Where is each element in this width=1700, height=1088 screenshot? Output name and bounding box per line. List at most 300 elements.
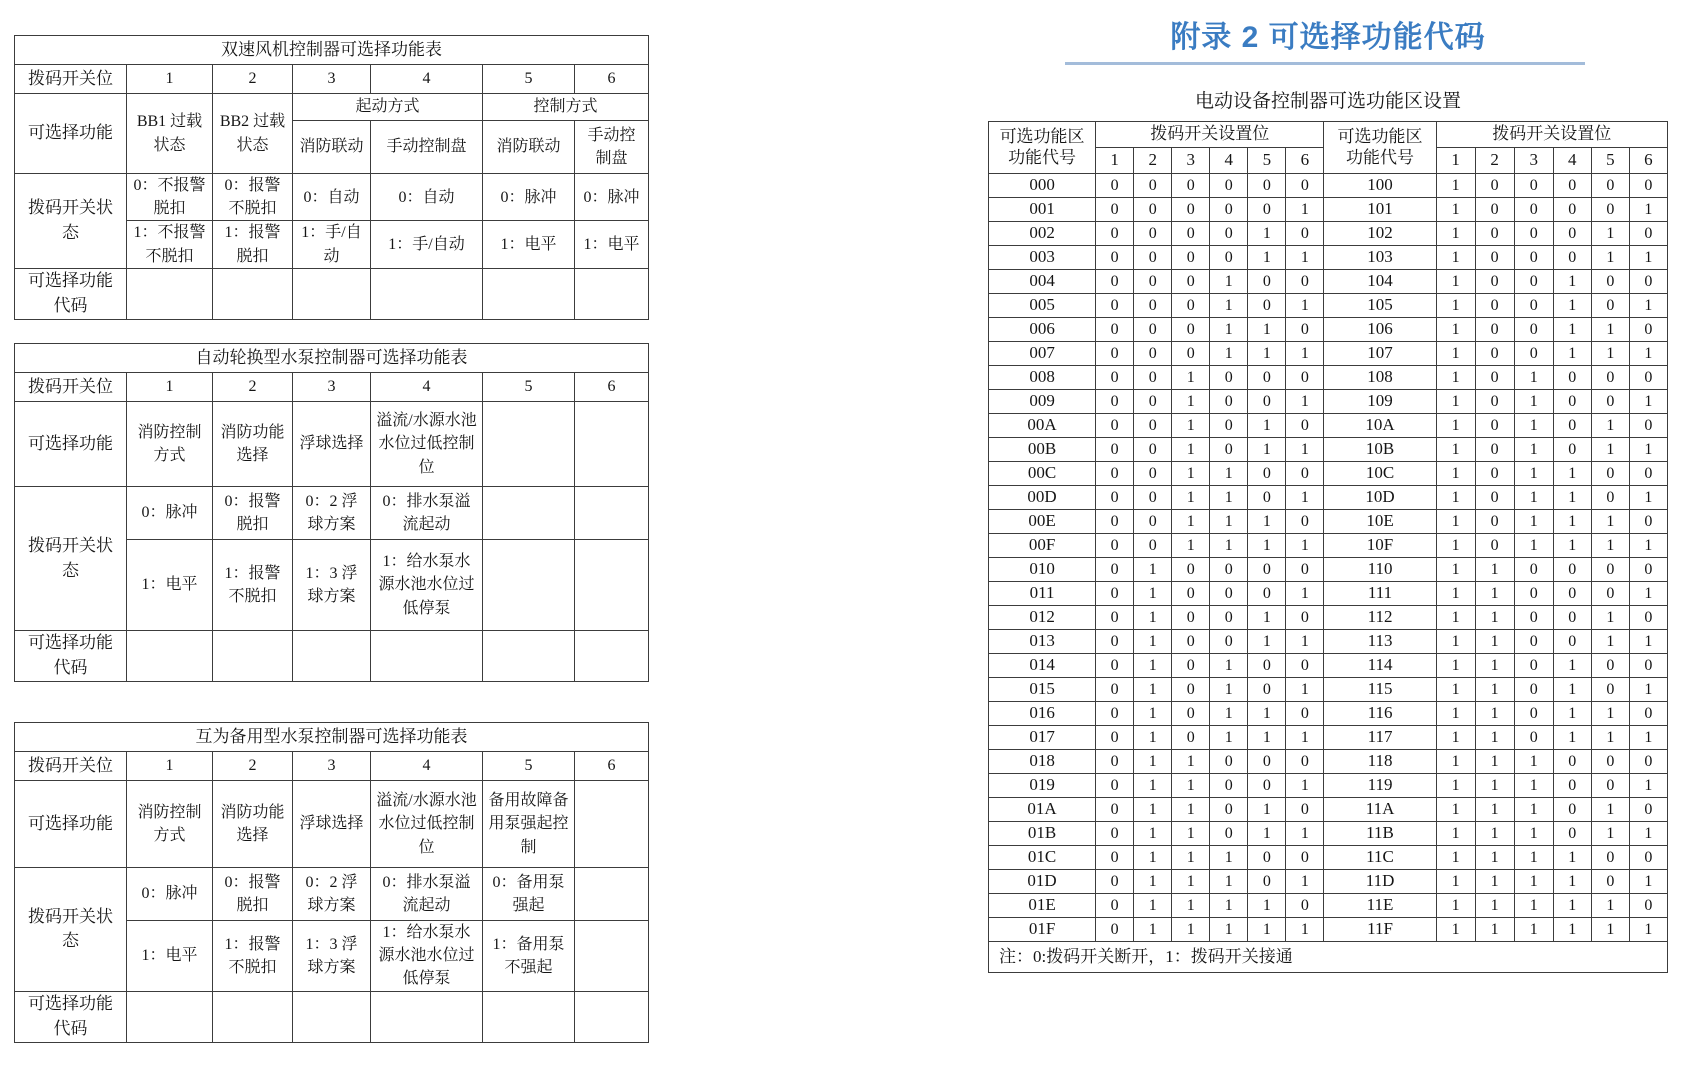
state-cell: 0：备用泵强起	[483, 868, 575, 921]
function-cell: BB2 过载状态	[213, 94, 293, 174]
bit-cell: 0	[1629, 366, 1667, 390]
function-code-cell: 015	[989, 678, 1096, 702]
bit-cell: 0	[1475, 198, 1514, 222]
state-cell: 1：电平	[575, 221, 649, 268]
bit-cell: 1	[1436, 870, 1475, 894]
bit-cell: 1	[1629, 294, 1667, 318]
bit-cell: 0	[1248, 678, 1286, 702]
function-code-cell: 10D	[1324, 486, 1436, 510]
bit-cell: 0	[1591, 870, 1629, 894]
function-code-label: 可选择功能代码	[15, 991, 127, 1042]
code-table-row	[989, 654, 1668, 678]
state-cell: 0：报警脱扣	[213, 487, 293, 540]
bit-cell: 0	[1096, 702, 1134, 726]
bit-cell: 0	[1514, 702, 1553, 726]
bit-cell: 0	[1210, 390, 1248, 414]
bit-cell: 1	[1134, 582, 1172, 606]
empty-code-cell	[213, 631, 293, 682]
bit-cell: 1	[1591, 918, 1629, 942]
bit-cell: 0	[1248, 870, 1286, 894]
bit-cell: 1	[1172, 846, 1210, 870]
bit-cell: 0	[1172, 558, 1210, 582]
empty-code-cell	[213, 268, 293, 319]
function-cell	[575, 781, 649, 868]
selectable-function-label: 可选择功能	[15, 781, 127, 868]
state-cell: 1：给水泵水源水池水位过低停泵	[371, 921, 483, 992]
function-code-cell: 01E	[989, 894, 1096, 918]
bit-cell: 0	[1553, 774, 1591, 798]
bit-cell: 1	[1172, 510, 1210, 534]
bit-cell: 1	[1591, 822, 1629, 846]
bit-cell: 1	[1210, 702, 1248, 726]
empty-code-cell	[127, 268, 213, 319]
bit-cell: 0	[1096, 510, 1134, 534]
bit-cell: 0	[1553, 630, 1591, 654]
selectable-function-label: 可选择功能	[15, 94, 127, 174]
bit-cell: 0	[1514, 582, 1553, 606]
bit-cell: 0	[1096, 174, 1134, 198]
bit-cell: 1	[1591, 726, 1629, 750]
bit-cell: 0	[1514, 174, 1553, 198]
bit-cell: 1	[1436, 822, 1475, 846]
code-table-row	[989, 174, 1668, 198]
bit-position-header: 1	[1436, 148, 1475, 174]
bit-cell: 0	[1096, 558, 1134, 582]
function-code-cell: 113	[1324, 630, 1436, 654]
bit-cell: 1	[1134, 798, 1172, 822]
bit-cell: 1	[1553, 486, 1591, 510]
bit-cell: 1	[1286, 774, 1324, 798]
bit-cell: 1	[1210, 918, 1248, 942]
function-code-cell: 004	[989, 270, 1096, 294]
bit-cell: 0	[1514, 630, 1553, 654]
bit-cell: 0	[1096, 726, 1134, 750]
bit-cell: 1	[1248, 702, 1286, 726]
bit-cell: 1	[1436, 558, 1475, 582]
function-code-label: 可选择功能代码	[15, 631, 127, 682]
bit-cell: 1	[1248, 414, 1286, 438]
bit-cell: 1	[1286, 678, 1324, 702]
code-table-row	[989, 558, 1668, 582]
function-sub-cell: 消防联动	[293, 121, 371, 174]
function-cell: 溢流/水源水池水位过低控制位	[371, 402, 483, 487]
bit-cell: 1	[1248, 342, 1286, 366]
state-cell: 0：脉冲	[127, 868, 213, 921]
bit-cell: 1	[1553, 294, 1591, 318]
function-code-cell: 10F	[1324, 534, 1436, 558]
bit-cell: 0	[1248, 366, 1286, 390]
bit-cell: 0	[1210, 582, 1248, 606]
function-code-cell: 011	[989, 582, 1096, 606]
bit-cell: 1	[1629, 822, 1667, 846]
bit-cell: 0	[1210, 774, 1248, 798]
bit-cell: 1	[1210, 342, 1248, 366]
bit-cell: 1	[1286, 198, 1324, 222]
function-cell: 浮球选择	[293, 402, 371, 487]
state-cell: 0：脉冲	[127, 487, 213, 540]
bit-cell: 1	[1134, 918, 1172, 942]
bit-cell: 1	[1436, 342, 1475, 366]
function-code-cell: 116	[1324, 702, 1436, 726]
bit-cell: 1	[1436, 486, 1475, 510]
bit-cell: 0	[1096, 486, 1134, 510]
bit-cell: 0	[1629, 558, 1667, 582]
bit-cell: 1	[1629, 534, 1667, 558]
bit-cell: 1	[1629, 678, 1667, 702]
bit-cell: 0	[1591, 294, 1629, 318]
empty-code-cell	[575, 268, 649, 319]
bit-cell: 0	[1210, 366, 1248, 390]
bit-cell: 0	[1172, 630, 1210, 654]
bit-cell: 1	[1514, 438, 1553, 462]
function-cell: BB1 过载状态	[127, 94, 213, 174]
bit-cell: 0	[1475, 294, 1514, 318]
table-title: 互为备用型水泵控制器可选择功能表	[15, 723, 649, 752]
function-code-cell: 012	[989, 606, 1096, 630]
bit-cell: 0	[1248, 582, 1286, 606]
function-sub-cell: 消防联动	[483, 121, 575, 174]
bit-cell: 1	[1436, 414, 1475, 438]
state-cell: 0：排水泵溢流起动	[371, 487, 483, 540]
bit-cell: 1	[1514, 534, 1553, 558]
state-cell	[575, 540, 649, 631]
bit-cell: 1	[1475, 678, 1514, 702]
bit-cell: 0	[1172, 294, 1210, 318]
bit-cell: 1	[1436, 174, 1475, 198]
state-cell: 1：报警脱扣	[213, 221, 293, 268]
bit-cell: 0	[1096, 582, 1134, 606]
function-sub-cell: 手动控制盘	[575, 121, 649, 174]
bit-position: 2	[213, 373, 293, 402]
bit-cell: 0	[1591, 582, 1629, 606]
state-cell: 0：脉冲	[483, 174, 575, 221]
bit-cell: 0	[1096, 438, 1134, 462]
bit-cell: 0	[1553, 414, 1591, 438]
bit-cell: 0	[1210, 222, 1248, 246]
bit-cell: 1	[1172, 486, 1210, 510]
function-code-cell: 019	[989, 774, 1096, 798]
bit-cell: 1	[1172, 414, 1210, 438]
bit-cell: 1	[1436, 438, 1475, 462]
bit-cell: 0	[1248, 198, 1286, 222]
dip-switch-setting-header: 拨码开关设置位	[1436, 122, 1667, 148]
bit-cell: 1	[1436, 654, 1475, 678]
bit-cell: 1	[1436, 198, 1475, 222]
bit-cell: 0	[1475, 534, 1514, 558]
bit-cell: 1	[1286, 246, 1324, 270]
state-cell: 0：自动	[293, 174, 371, 221]
bit-cell: 0	[1172, 270, 1210, 294]
bit-cell: 0	[1286, 366, 1324, 390]
bit-cell: 1	[1591, 510, 1629, 534]
bit-cell: 1	[1210, 462, 1248, 486]
bit-cell: 1	[1591, 630, 1629, 654]
bit-position: 6	[575, 373, 649, 402]
bit-position: 2	[213, 752, 293, 781]
function-code-cell: 00C	[989, 462, 1096, 486]
bit-cell: 0	[1475, 318, 1514, 342]
empty-code-cell	[575, 991, 649, 1042]
bit-cell: 1	[1475, 798, 1514, 822]
bit-cell: 0	[1475, 246, 1514, 270]
bit-cell: 0	[1286, 798, 1324, 822]
bit-position: 1	[127, 752, 213, 781]
function-code-cell: 014	[989, 654, 1096, 678]
bit-cell: 0	[1591, 678, 1629, 702]
function-cell	[575, 402, 649, 487]
function-code-cell: 018	[989, 750, 1096, 774]
bit-cell: 0	[1286, 702, 1324, 726]
code-table-row	[989, 798, 1668, 822]
bit-cell: 0	[1096, 222, 1134, 246]
bit-cell: 0	[1591, 198, 1629, 222]
function-code-cell: 103	[1324, 246, 1436, 270]
dip-switch-position-label: 拨码开关位	[15, 752, 127, 781]
bit-cell: 1	[1286, 486, 1324, 510]
function-code-cell: 104	[1324, 270, 1436, 294]
function-code-cell: 11F	[1324, 918, 1436, 942]
empty-code-cell	[293, 268, 371, 319]
function-code-cell: 017	[989, 726, 1096, 750]
bit-cell: 0	[1629, 798, 1667, 822]
bit-cell: 0	[1475, 222, 1514, 246]
auto-rotation-pump-table	[14, 343, 649, 682]
bit-cell: 1	[1134, 822, 1172, 846]
bit-cell: 1	[1514, 870, 1553, 894]
bit-cell: 0	[1514, 342, 1553, 366]
function-code-cell: 114	[1324, 654, 1436, 678]
function-code-cell: 006	[989, 318, 1096, 342]
bit-position: 5	[483, 752, 575, 781]
bit-cell: 1	[1475, 630, 1514, 654]
bit-cell: 0	[1248, 774, 1286, 798]
bit-cell: 1	[1286, 438, 1324, 462]
bit-cell: 1	[1591, 318, 1629, 342]
empty-code-cell	[575, 631, 649, 682]
function-code-cell: 00A	[989, 414, 1096, 438]
bit-cell: 1	[1286, 342, 1324, 366]
bit-cell: 1	[1629, 870, 1667, 894]
code-table-row	[989, 606, 1668, 630]
bit-cell: 0	[1591, 654, 1629, 678]
bit-cell: 1	[1436, 846, 1475, 870]
code-table-row	[989, 222, 1668, 246]
bit-cell: 0	[1553, 822, 1591, 846]
bit-cell: 1	[1591, 534, 1629, 558]
bit-cell: 0	[1286, 606, 1324, 630]
bit-cell: 1	[1591, 222, 1629, 246]
bit-cell: 0	[1514, 654, 1553, 678]
bit-cell: 0	[1514, 294, 1553, 318]
bit-cell: 1	[1475, 606, 1514, 630]
bit-position-header: 4	[1210, 148, 1248, 174]
bit-cell: 0	[1286, 558, 1324, 582]
bit-cell: 0	[1475, 342, 1514, 366]
bit-position: 2	[213, 65, 293, 94]
code-table-row	[989, 678, 1668, 702]
bit-cell: 0	[1172, 606, 1210, 630]
bit-cell: 0	[1475, 174, 1514, 198]
bit-position-header: 2	[1134, 148, 1172, 174]
bit-cell: 0	[1134, 198, 1172, 222]
code-table-row	[989, 510, 1668, 534]
bit-cell: 1	[1591, 246, 1629, 270]
function-sub-cell: 手动控制盘	[371, 121, 483, 174]
function-code-cell: 003	[989, 246, 1096, 270]
bit-cell: 1	[1553, 270, 1591, 294]
bit-cell: 0	[1286, 510, 1324, 534]
bit-position-header: 1	[1096, 148, 1134, 174]
empty-code-cell	[293, 991, 371, 1042]
state-cell	[575, 487, 649, 540]
bit-cell: 0	[1134, 366, 1172, 390]
bit-cell: 0	[1591, 462, 1629, 486]
bit-cell: 0	[1629, 894, 1667, 918]
function-code-cell: 115	[1324, 678, 1436, 702]
bit-cell: 0	[1210, 798, 1248, 822]
function-code-cell: 002	[989, 222, 1096, 246]
function-cell: 消防功能选择	[213, 781, 293, 868]
code-table-row	[989, 822, 1668, 846]
bit-cell: 1	[1134, 894, 1172, 918]
bit-cell: 0	[1629, 270, 1667, 294]
state-cell: 1：不报警不脱扣	[127, 221, 213, 268]
bit-cell: 0	[1514, 726, 1553, 750]
bit-cell: 1	[1629, 198, 1667, 222]
empty-code-cell	[483, 991, 575, 1042]
bit-cell: 0	[1096, 534, 1134, 558]
code-table-row	[989, 894, 1668, 918]
bit-cell: 0	[1248, 750, 1286, 774]
function-code-cell: 01B	[989, 822, 1096, 846]
bit-cell: 0	[1134, 270, 1172, 294]
code-table-row	[989, 390, 1668, 414]
code-table-header	[989, 122, 1668, 174]
bit-cell: 0	[1591, 390, 1629, 414]
bit-cell: 0	[1096, 198, 1134, 222]
bit-cell: 0	[1248, 390, 1286, 414]
function-code-cell: 117	[1324, 726, 1436, 750]
bit-cell: 0	[1591, 486, 1629, 510]
bit-cell: 0	[1629, 462, 1667, 486]
bit-cell: 1	[1210, 534, 1248, 558]
state-cell: 1：手/自动	[371, 221, 483, 268]
bit-cell: 1	[1248, 606, 1286, 630]
function-code-cell: 01D	[989, 870, 1096, 894]
function-cell: 浮球选择	[293, 781, 371, 868]
function-cell: 溢流/水源水池水位过低控制位	[371, 781, 483, 868]
state-cell: 0：2 浮球方案	[293, 868, 371, 921]
bit-cell: 1	[1134, 606, 1172, 630]
function-code-table	[988, 121, 1668, 973]
bit-cell: 1	[1210, 510, 1248, 534]
bit-cell: 1	[1436, 798, 1475, 822]
bit-cell: 0	[1210, 438, 1248, 462]
bit-cell: 1	[1286, 534, 1324, 558]
bit-cell: 0	[1172, 654, 1210, 678]
bit-cell: 1	[1436, 726, 1475, 750]
bit-cell: 0	[1553, 606, 1591, 630]
bit-cell: 1	[1134, 702, 1172, 726]
state-cell: 1：手/自动	[293, 221, 371, 268]
code-table-row	[989, 414, 1668, 438]
bit-cell: 0	[1286, 750, 1324, 774]
bit-cell: 1	[1475, 822, 1514, 846]
table-title: 双速风机控制器可选择功能表	[15, 36, 649, 65]
bit-cell: 1	[1475, 750, 1514, 774]
bit-cell: 1	[1436, 774, 1475, 798]
bit-cell: 0	[1134, 414, 1172, 438]
bit-cell: 0	[1248, 270, 1286, 294]
bit-cell: 1	[1134, 846, 1172, 870]
empty-code-cell	[213, 991, 293, 1042]
function-code-cell: 10A	[1324, 414, 1436, 438]
function-cell: 备用故障备用泵强起控制	[483, 781, 575, 868]
code-table-row	[989, 702, 1668, 726]
dip-switch-position-label: 拨码开关位	[15, 373, 127, 402]
bit-cell: 1	[1436, 918, 1475, 942]
function-code-cell: 111	[1324, 582, 1436, 606]
bit-cell: 0	[1514, 246, 1553, 270]
bit-position-header: 6	[1629, 148, 1667, 174]
bit-cell: 1	[1436, 366, 1475, 390]
bit-position: 4	[371, 373, 483, 402]
function-code-cell: 11B	[1324, 822, 1436, 846]
bit-cell: 1	[1210, 294, 1248, 318]
bit-cell: 0	[1629, 750, 1667, 774]
bit-cell: 0	[1248, 294, 1286, 318]
fan-controller-table	[14, 35, 649, 320]
bit-cell: 1	[1134, 870, 1172, 894]
bit-cell: 0	[1172, 726, 1210, 750]
bit-position-header: 3	[1172, 148, 1210, 174]
bit-cell: 1	[1286, 726, 1324, 750]
bit-cell: 1	[1210, 870, 1248, 894]
bit-cell: 1	[1248, 894, 1286, 918]
bit-cell: 0	[1096, 606, 1134, 630]
bit-cell: 0	[1286, 222, 1324, 246]
bit-cell: 0	[1210, 414, 1248, 438]
bit-cell: 0	[1134, 438, 1172, 462]
appendix-title: 附录 2 可选择功能代码	[1170, 21, 1486, 54]
state-cell: 0：2 浮球方案	[293, 487, 371, 540]
code-table-row	[989, 582, 1668, 606]
bit-cell: 1	[1553, 702, 1591, 726]
code-table-row	[989, 342, 1668, 366]
bit-cell: 1	[1553, 870, 1591, 894]
state-cell: 0：不报警脱扣	[127, 174, 213, 221]
bit-cell: 0	[1248, 846, 1286, 870]
bit-cell: 1	[1475, 846, 1514, 870]
bit-cell: 1	[1286, 390, 1324, 414]
bit-cell: 1	[1134, 726, 1172, 750]
bit-cell: 1	[1553, 918, 1591, 942]
bit-cell: 1	[1514, 510, 1553, 534]
bit-cell: 0	[1210, 174, 1248, 198]
function-group-cell: 起动方式	[293, 94, 483, 121]
mutual-standby-pump-table	[14, 722, 649, 1043]
table-title: 自动轮换型水泵控制器可选择功能表	[15, 344, 649, 373]
bit-cell: 0	[1134, 294, 1172, 318]
bit-cell: 1	[1591, 702, 1629, 726]
function-code-cell: 109	[1324, 390, 1436, 414]
bit-cell: 1	[1514, 798, 1553, 822]
dip-switch-state-label: 拨码开关状态	[15, 174, 127, 269]
bit-cell: 1	[1436, 390, 1475, 414]
function-code-cell: 108	[1324, 366, 1436, 390]
empty-code-cell	[371, 268, 483, 319]
empty-code-cell	[293, 631, 371, 682]
